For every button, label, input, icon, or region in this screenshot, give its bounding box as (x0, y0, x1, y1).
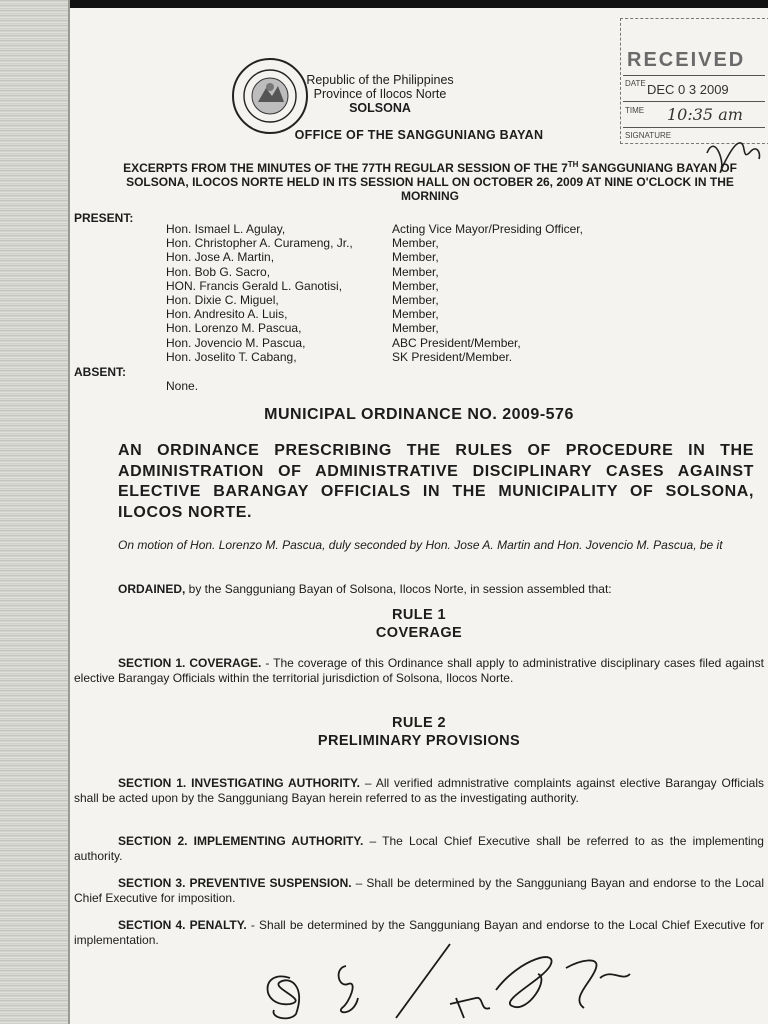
rule2-section2 (74, 834, 764, 863)
rule2-section4-head: SECTION 4. PENALTY. (118, 918, 247, 932)
excerpts-text-a: EXCERPTS FROM THE MINUTES OF THE 77TH REGULAR SESSION OF THE 7 (123, 161, 568, 175)
ordained-rest: by the Sangguniang Bayan of Solsona, Ilocos Norte, in session assembled that: (185, 582, 612, 596)
member-row (166, 236, 726, 250)
member-row (166, 293, 726, 307)
member-name: Hon. Jovencio M. Pascua, (166, 335, 306, 350)
header-republic: Republic of the Philippines (306, 73, 454, 87)
rule2-section3-head: SECTION 3. PREVENTIVE SUSPENSION. (118, 876, 352, 890)
present-label: PRESENT: (74, 211, 134, 225)
rule2-number: RULE 2 (392, 715, 446, 731)
member-role: Member, (392, 250, 439, 265)
member-role: Member, (392, 293, 439, 308)
members-list (166, 222, 726, 364)
ordained-paragraph (74, 582, 764, 597)
member-role: Member, (392, 307, 439, 322)
member-row (166, 265, 726, 279)
rule1-section1-head: SECTION 1. COVERAGE. (118, 656, 262, 670)
member-name: HON. Francis Gerald L. Ganotisi, (166, 278, 343, 293)
member-row (166, 307, 726, 321)
stamp-date-label: DATE (625, 79, 646, 88)
received-stamp-label: RECEIVED (627, 49, 746, 71)
rule1-number: RULE 1 (392, 607, 446, 623)
member-row (166, 350, 726, 364)
rule2-section1-text: – All verified admnistrative complaints against elective Barangay Officials shall be acted upon by the Sangguniang Bayan herein referred to as the investigating authority. (74, 776, 764, 805)
session-excerpts-heading (110, 158, 750, 203)
excerpts-superscript: TH (567, 160, 579, 169)
member-name: Hon. Lorenzo M. Pascua, (166, 321, 302, 336)
stamp-time-label: TIME (625, 106, 645, 115)
member-role: SK President/Member. (392, 349, 513, 364)
member-role: Member, (392, 278, 439, 293)
ordinance-number: MUNICIPAL ORDINANCE NO. 2009-576 (264, 406, 574, 423)
rule2-section3 (74, 876, 764, 905)
ordinance-title: AN ORDINANCE PRESCRIBING THE RULES OF PROCEDURE IN THE ADMINISTRATION OF ADMINISTRATIVE DISCIPLINARY CASES AGAINST ELECTIVE BARANGAY OFFICIALS IN THE MUNICIPALITY OF SOLSONA, ILOCOS NORTE. (118, 442, 754, 521)
member-name: Hon. Dixie C. Miguel, (166, 293, 279, 308)
rule1-section1-text: - The coverage of this Ordinance shall apply to administrative disciplinary cases filed against elective Barangay Officials within the territorial jurisdiction of Solsona, Ilocos Norte. (74, 656, 765, 685)
member-row (166, 321, 726, 335)
rule2-section2-head: SECTION 2. IMPLEMENTING AUTHORITY. (118, 834, 364, 848)
member-name: Hon. Joselito T. Cabang, (166, 349, 297, 364)
member-role: Member, (392, 321, 439, 336)
absent-value: None. (166, 379, 199, 393)
excerpts-text-b: SANGGUNIANG BAYAN OF SOLSONA, ILOCOS NORTE HELD IN ITS SESSION HALL ON OCTOBER 26, 2009 AT NINE O'CLOCK IN THE MORNING (126, 161, 737, 203)
rule2-section4-text: - Shall be determined by the Sangguniang Bayan and endorse to the Local Chief Executive for implementation. (74, 918, 764, 947)
rule1-heading (70, 606, 768, 642)
rule1-section1 (74, 656, 764, 685)
rule2-section2-text: – The Local Chief Executive shall be referred to as the implementing authority. (74, 834, 764, 863)
stamp-signature-label: SIGNATURE (625, 131, 672, 140)
rule1-name: COVERAGE (375, 625, 463, 641)
header-block (280, 73, 480, 115)
rule2-section3-text: – Shall be determined by the Sangguniang Bayan and endorse to the Local Chief Executive for imposition. (74, 876, 764, 905)
absent-label: ABSENT: (74, 365, 127, 379)
motion-paragraph: On motion of Hon. Lorenzo M. Pascua, duly seconded by Hon. Jose A. Martin and Hon. Jovencio M. Pascua, be it (118, 538, 723, 552)
member-role: Acting Vice Mayor/Presiding Officer, (392, 222, 583, 236)
scan-top-edge (0, 0, 768, 8)
rule2-name: PRELIMINARY PROVISIONS (317, 733, 521, 749)
member-row (166, 250, 726, 264)
office-title: OFFICE OF THE SANGGUNIANG BAYAN (294, 128, 544, 142)
rule2-section1-head: SECTION 1. INVESTIGATING AUTHORITY. (118, 776, 361, 790)
member-role: Member, (392, 236, 439, 251)
member-row (166, 222, 726, 236)
signature-initials-icon (250, 938, 670, 1024)
scan-binding-edge (0, 0, 70, 1024)
rule2-section1 (74, 776, 764, 805)
ordained-lead: ORDAINED, (118, 582, 186, 596)
member-role: Member, (392, 264, 439, 279)
member-row (166, 279, 726, 293)
member-name: Hon. Ismael L. Agulay, (166, 222, 286, 236)
member-name: Hon. Andresito A. Luis, (166, 307, 288, 322)
rule2-heading (70, 714, 768, 750)
header-province: Province of Ilocos Norte (313, 87, 447, 101)
header-municipality: SOLSONA (349, 101, 411, 115)
stamp-date-value: DEC 0 3 2009 (647, 82, 729, 97)
member-name: Hon. Bob G. Sacro, (166, 264, 271, 279)
member-name: Hon. Christopher A. Curameng, Jr., (166, 236, 353, 251)
member-role: ABC President/Member, (392, 335, 521, 350)
document-page (70, 8, 768, 1024)
stamp-time-value: 10:35 am (667, 105, 743, 124)
member-name: Hon. Jose A. Martin, (166, 250, 275, 265)
received-stamp (620, 18, 768, 144)
member-row (166, 336, 726, 350)
